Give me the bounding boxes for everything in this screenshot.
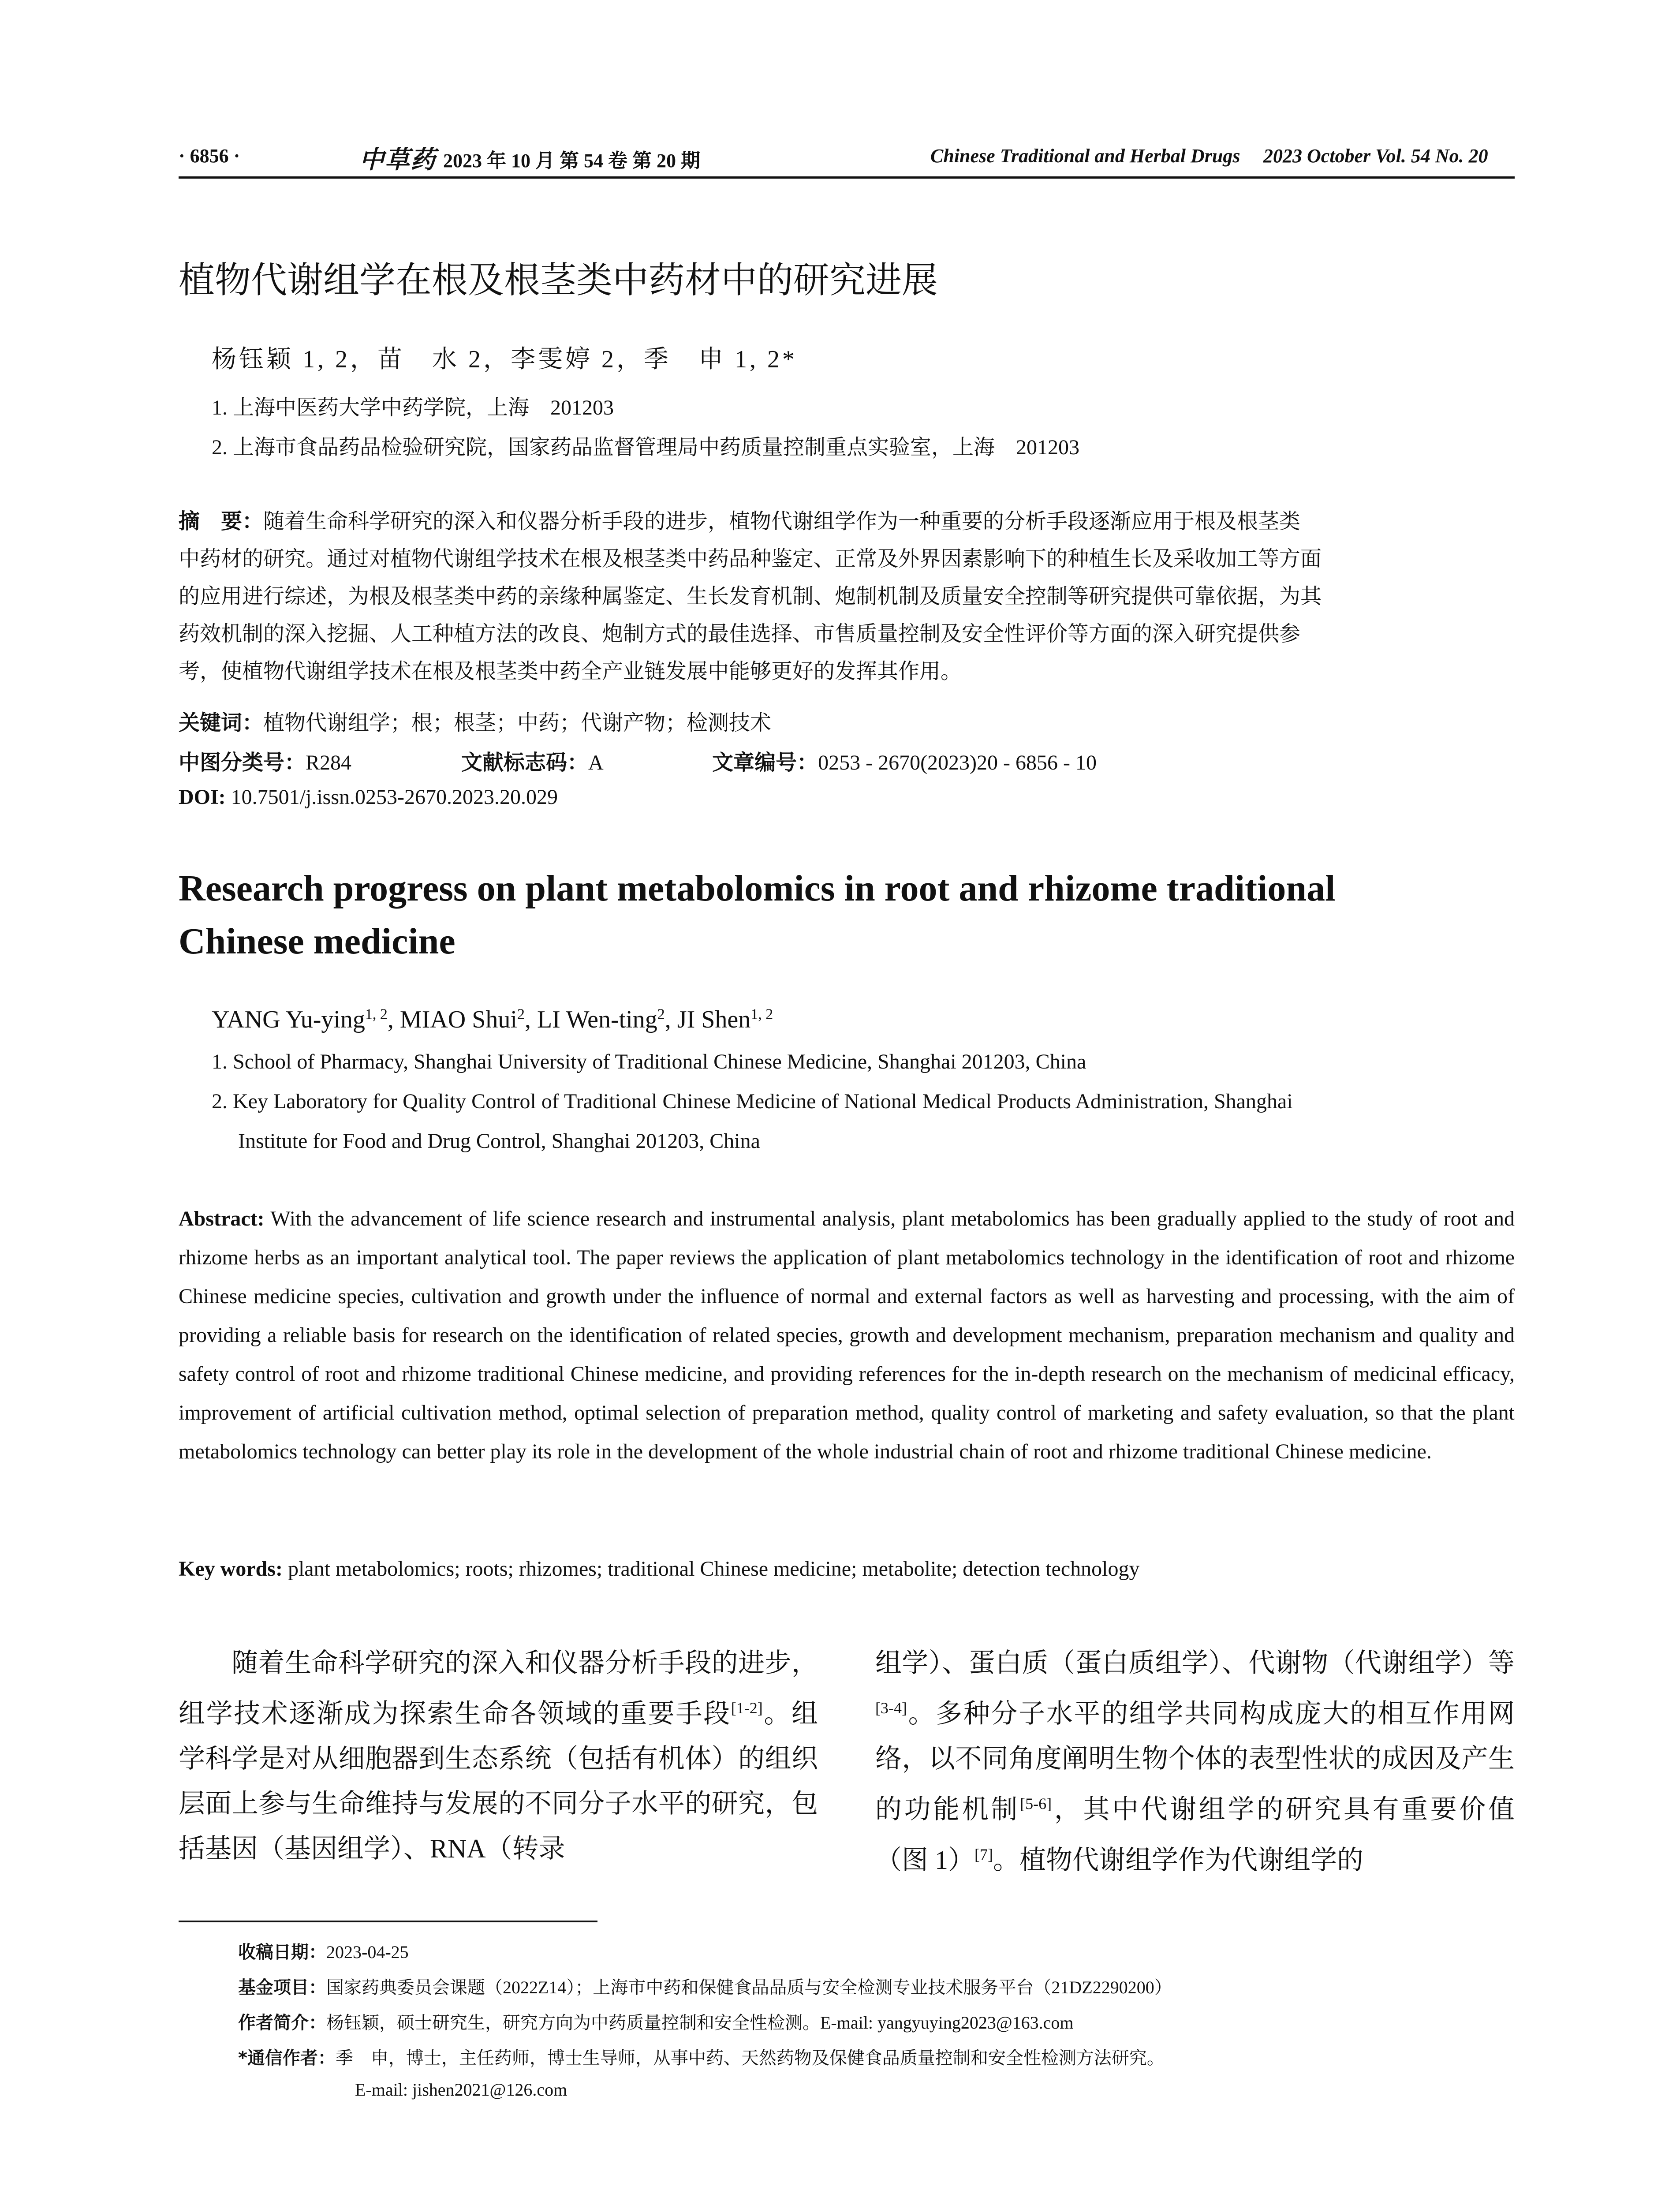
body-column-left: 随着生命科学研究的深入和仪器分析手段的进步，组学技术逐渐成为探索生命各领域的重要手段[1-2]。组学科学是对从细胞器到生态系统（包括有机体）的组织层面上参与生命维持与发展的不同分子水平的研究，包括基因（基因组学）、RNA（转录: [179, 1648, 818, 1863]
affiliation-en-2-cont: Institute for Food and Drug Control, Shanghai 201203, China: [238, 1129, 760, 1153]
doi-row: [179, 785, 558, 809]
footnote-received: 收稿日期：2023-04-25: [238, 1942, 409, 1962]
title-en: [179, 862, 1515, 968]
doc-code-value: A: [588, 751, 603, 774]
keywords-en: [179, 1557, 1139, 1581]
page-number: · 6856 ·: [179, 145, 240, 167]
citation: [5-6]: [1020, 1795, 1052, 1813]
keywords-cn-label: 关键词：: [179, 710, 264, 735]
clc-label: 中图分类号：: [179, 750, 306, 775]
author-affil-sup: 1, 2: [750, 1006, 773, 1023]
journal-name-cn: 中草药: [359, 146, 436, 174]
abstract-cn-line: 药效机制的深入挖掘、人工种植方法的改良、炮制方式的最佳选择、市售质量控制及安全性评价等方面的深入研究提供参: [179, 622, 1301, 646]
issue-cn: 2023 年 10 月 第 54 卷 第 20 期: [443, 150, 700, 172]
abstract-cn: [179, 503, 1515, 690]
doi-label: DOI:: [179, 785, 226, 809]
keywords-en-text: plant metabolomics; roots; rhizomes; traditional Chinese medicine; metabolite; detection technology: [287, 1557, 1140, 1581]
abstract-en: [179, 1200, 1515, 1471]
doc-code-label: 文献标志码：: [461, 750, 589, 775]
classification-row: [179, 745, 1097, 776]
clc-value: R284: [306, 751, 352, 774]
author-affil-sup: 2: [657, 1006, 665, 1023]
citation: [3-4]: [875, 1699, 907, 1717]
author-name: YANG Yu-ying: [212, 1006, 365, 1033]
footnote-corresponding-email[interactable]: E-mail: jishen2021@126.com: [355, 2080, 567, 2100]
title-en-line-1: Research progress on plant metabolomics in root and rhizome traditional: [179, 868, 1336, 909]
footnote-corresponding: *通信作者：季 申，博士，主任药师，博士生导师，从事中药、天然药物及保健食品质量控制和安全性检测方法研究。: [238, 2048, 1165, 2068]
title-en-line-2: Chinese medicine: [179, 921, 455, 962]
citation: [1-2]: [731, 1699, 763, 1717]
authors-en: YANG Yu-ying$^{1, 2}$, MIAO Shui$^2$, LI Wen-ting$^2$, JI Shen$^{1, 2}$: [212, 1006, 773, 1033]
author-name: MIAO Shui: [399, 1006, 517, 1033]
article-no-label: 文章编号：: [712, 750, 818, 775]
footnote-author-bio: 作者简介：杨钰颖，硕士研究生，研究方向为中药质量控制和安全性检测。E-mail: yangyuying2023@163.com: [238, 2013, 1074, 2033]
author-affil-sup: 1, 2: [365, 1006, 388, 1023]
abstract-cn-line: 摘 要：随着生命科学研究的深入和仪器分析手段的进步，植物代谢组学作为一种重要的分析手段逐渐应用于根及根茎类: [179, 509, 1301, 534]
issue-en: 2023 October Vol. 54 No. 20: [1263, 145, 1488, 167]
footnote-fund: 基金项目：国家药典委员会课题（2022Z14）；上海市中药和保健食品品质与安全检测专业技术服务平台（21DZ2290200）: [238, 1977, 1172, 1998]
affiliation-cn-1: 1. 上海中医药大学中药学院，上海 201203: [212, 396, 614, 419]
author-name: LI Wen-ting: [537, 1006, 657, 1033]
keywords-cn: [179, 706, 771, 736]
keywords-en-label: Key words:: [179, 1557, 283, 1581]
title-cn: 植物代谢组学在根及根茎类中药材中的研究进展: [179, 259, 938, 301]
author-affil-sup: 2: [517, 1006, 525, 1023]
author-name: JI Shen: [677, 1006, 751, 1033]
abstract-en-text: With the advancement of life science research and instrumental analysis, plant metabolomics has been gradually applied to the study of root and rhizome herbs as an important analytical tool. The paper reviews the application of plant metabolomics technology in the identification of root and rhizome Chinese medicine species, cultivation and growth under the influence of normal and external factors as well as harvesting and processing, with the aim of providing a reliable basis for research on the identification of related species, growth and development mechanism, preparation mechanism and quality and safety control of root and rhizome traditional Chinese medicine, and providing references for the in-depth research on the mechanism of medicinal efficacy, improvement of artificial cultivation method, optimal selection of preparation method, quality control of marketing and safety evaluation, so that the plant metabolomics technology can better play its role in the development of the whole industrial chain of root and rhizome traditional Chinese medicine.: [179, 1207, 1515, 1463]
abstract-cn-line: 考，使植物代谢组学技术在根及根茎类中药全产业链发展中能够更好的发挥其作用。: [179, 660, 962, 683]
running-header: [179, 140, 1501, 174]
doi-link[interactable]: 10.7501/j.issn.0253-2670.2023.20.029: [231, 785, 558, 809]
affiliation-en-2: 2. Key Laboratory for Quality Control of Traditional Chinese Medicine of National Medical Products Administration, Shanghai: [212, 1090, 1293, 1113]
abstract-en-label: Abstract:: [179, 1207, 265, 1230]
abstract-cn-label: 摘 要：: [179, 509, 264, 534]
authors-cn: 杨钰颖 1, 2，苗 水 2，李雯婷 2，季 申 1, 2*: [212, 346, 797, 373]
journal-name-en: Chinese Traditional and Herbal Drugs: [930, 145, 1240, 167]
abstract-cn-line: 的应用进行综述，为根及根茎类中药的亲缘种属鉴定、生长发育机制、炮制机制及质量安全控制等研究提供可靠依据，为其: [179, 585, 1322, 608]
header-rule: [179, 176, 1515, 179]
footnote-rule: [179, 1921, 597, 1922]
citation: [7]: [974, 1846, 993, 1863]
article-no-value: 0253 - 2670(2023)20 - 6856 - 10: [818, 751, 1097, 774]
keywords-cn-text: 植物代谢组学；根；根茎；中药；代谢产物；检测技术: [263, 711, 772, 735]
affiliation-en-1: 1. School of Pharmacy, Shanghai University of Traditional Chinese Medicine, Shanghai 201203, China: [212, 1050, 1086, 1073]
affiliation-cn-2: 2. 上海市食品药品检验研究院，国家药品监督管理局中药质量控制重点实验室，上海 201203: [212, 436, 1080, 459]
abstract-cn-line: 中药材的研究。通过对植物代谢组学技术在根及根茎类中药品种鉴定、正常及外界因素影响下的种植生长及采收加工等方面: [179, 547, 1322, 571]
body-column-right: 组学）、蛋白质（蛋白质组学）、代谢物（代谢组学）等[3-4]。多种分子水平的组学共同构成庞大的相互作用网络，以不同角度阐明生物个体的表型性状的成因及产生的功能机制[5-6]，其中代谢组学的研究具有重要价值（图 1）[7]。植物代谢组学作为代谢组学的: [875, 1648, 1515, 1875]
